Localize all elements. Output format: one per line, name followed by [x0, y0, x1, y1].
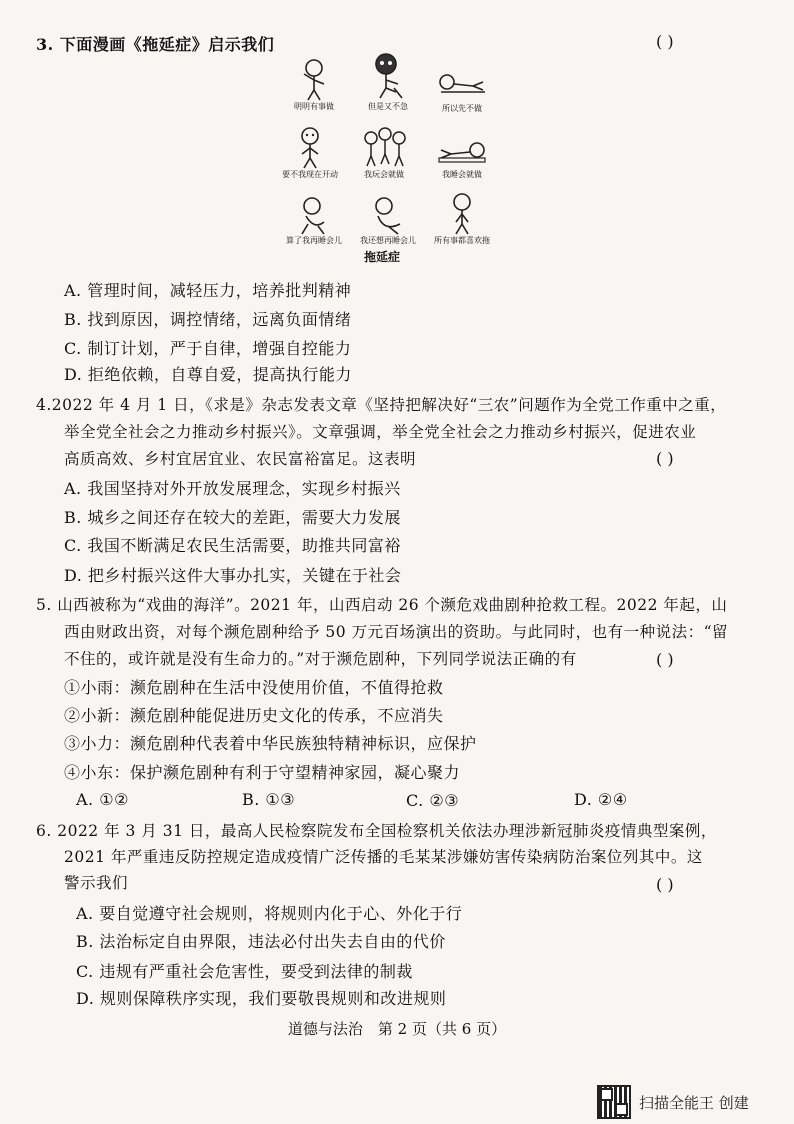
cartoon-caption-8: 我还想再睡会儿 [360, 236, 416, 245]
q3-option-b: B. 找到原因，调控情绪，远离负面情绪 [64, 310, 352, 329]
scanner-watermark [597, 1085, 749, 1119]
q4-stem-line-2: 举全党全社会之力推动乡村振兴》。文章强调，举全党全社会之力推动乡村振兴，促进农业 [64, 423, 697, 441]
stick-figure-sitting-icon [294, 196, 334, 236]
q5-choice-d: D. ②④ [574, 790, 628, 809]
stick-figures-playing-icon [359, 126, 409, 170]
cartoon-panel-1 [282, 58, 346, 114]
q5-choice-a: A. ①② [76, 790, 129, 809]
q6-stem-line-1: 6. 2022 年 3 月 31 日，最高人民检察院发布全国检察机关依法办理涉新冠肺炎疫情典型案例， [36, 822, 717, 840]
cartoon-panel-3 [430, 68, 494, 124]
procrastination-cartoon [282, 58, 502, 268]
stick-figure-standing-icon [294, 58, 334, 102]
q4-option-a: A. 我国坚持对外开放发展理念，实现乡村振兴 [64, 479, 401, 498]
cartoon-caption-2: 但是又不急 [368, 102, 408, 111]
q4-answer-paren: ( ) [656, 449, 674, 468]
cartoon-caption-7: 算了我再睡会儿 [286, 236, 342, 245]
stick-figure-sleeping-icon [437, 136, 487, 166]
stick-figure-thinking-icon [290, 126, 330, 170]
q4-option-b: B. 城乡之间还存在较大的差距，需要大力发展 [64, 508, 401, 527]
q4-option-d: D. 把乡村振兴这件大事办扎实，关键在于社会 [64, 566, 402, 585]
qr-code-icon [597, 1085, 631, 1119]
q5-stem-line-3: 不住的，或许就是没有生命力的。”对于濒危剧种，下列同学说法正确的有 [64, 650, 577, 668]
cartoon-caption-3: 所以先不做 [442, 104, 482, 113]
stick-figure-curled-icon [368, 196, 408, 236]
q5-statement-2: ②小新：濒危剧种能促进历史文化的传承，不应消失 [64, 706, 444, 725]
q3-option-d: D. 拒绝依赖，自尊自爱，提高执行能力 [64, 365, 352, 384]
q4-stem-line-1: 4.2022 年 4 月 1 日，《求是》杂志发表文章《坚持把解决好“三农”问题作为全党工作重中之重， [36, 396, 727, 414]
cartoon-panel-6 [430, 136, 494, 192]
stick-figure-lying-icon [437, 68, 487, 98]
q5-statement-3: ③小力：濒危剧种代表着中华民族独特精神标识，应保护 [64, 734, 477, 753]
cartoon-panel-9 [430, 192, 494, 248]
stick-figure-arms-down-icon [442, 192, 482, 236]
cartoon-panel-8 [356, 196, 420, 252]
cartoon-caption-5: 我玩会就做 [364, 170, 404, 179]
cartoon-caption-1: 明明有事做 [294, 102, 334, 111]
q5-stem-line-1: 5. 山西被称为“戏曲的海洋”。2021 年，山西启动 26 个濒危戏曲剧种抢救工程。2022 年起，山 [36, 596, 728, 614]
scanner-label: 扫描全能王 创建 [639, 1093, 749, 1112]
cartoon-panel-4 [278, 126, 342, 182]
q3-option-a: A. 管理时间，减轻压力，培养批判精神 [64, 281, 352, 300]
q6-option-b: B. 法治标定自由界限，违法必付出失去自由的代价 [76, 932, 446, 951]
q5-statement-4: ④小东：保护濒危剧种有利于守望精神家园，凝心聚力 [64, 763, 461, 782]
q6-stem-line-3: 警示我们 [64, 874, 129, 892]
q5-statement-1: ①小雨：濒危剧种在生活中没使用价值，不值得抢救 [64, 678, 444, 697]
cartoon-caption-4: 要不我现在开动 [282, 170, 338, 179]
cartoon-panel-7 [282, 196, 346, 252]
cartoon-panel-5 [352, 126, 416, 182]
q5-answer-paren: ( ) [656, 650, 674, 669]
q4-stem-line-3: 高质高效、乡村宜居宜业、农民富裕富足。这表明 [64, 450, 417, 468]
q6-answer-paren: ( ) [656, 875, 674, 894]
cartoon-caption-6: 我睡会就做 [442, 170, 482, 179]
q6-option-c: C. 违规有严重社会危害性，要受到法律的制裁 [76, 962, 413, 981]
q3-stem: 3. 下面漫画《拖延症》启示我们 [36, 35, 275, 54]
q3-option-c: C. 制订计划，严于自律，增强自控能力 [64, 339, 352, 358]
stick-figure-chair-icon [368, 52, 408, 102]
q5-choice-c: C. ②③ [406, 791, 460, 810]
cartoon-title: 拖延症 [364, 250, 401, 264]
q4-option-c: C. 我国不断满足农民生活需要，助推共同富裕 [64, 536, 401, 555]
q5-stem-line-2: 西由财政出资，对每个濒危剧种给予 50 万元百场演出的资助。与此同时，也有一种说法：“留 [64, 623, 729, 641]
q6-stem-line-2: 2021 年严重违反防控规定造成疫情广泛传播的毛某某涉嫌妨害传染病防治案位列其中。这 [64, 848, 703, 866]
page-footer: 道德与法治 第 2 页（共 6 页） [287, 1020, 507, 1038]
q3-answer-paren: ( ) [656, 32, 674, 51]
cartoon-caption-9: 所有事都喜欢拖 [434, 236, 490, 245]
q6-option-a: A. 要自觉遵守社会规则，将规则内化于心、外化于行 [76, 904, 463, 923]
q5-choice-b: B. ①③ [242, 790, 296, 809]
q6-option-d: D. 规则保障秩序实现，我们要敬畏规则和改进规则 [76, 989, 447, 1008]
cartoon-panel-2 [356, 52, 420, 111]
